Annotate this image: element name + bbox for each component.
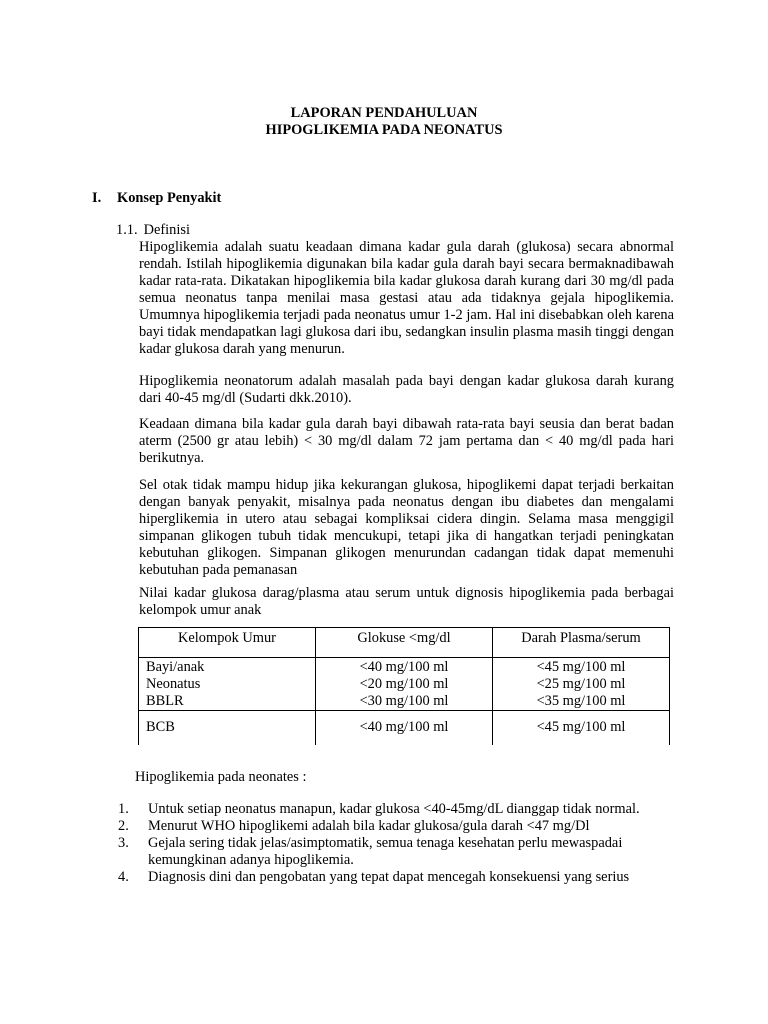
table-cell: BBLR [139,693,316,711]
table-cell: <25 mg/100 ml [493,676,670,693]
list-item [118,869,678,886]
paragraph-keadaan: Keadaan dimana bila kadar gula darah bayi dibawah rata-rata bayi seusia dan berat badan aterm (2500 gr atau lebih) < 30 mg/dl dalam 72 jam pertama dan < 40 mg/dl pada hari berikutnya. [139,416,674,466]
table-header-cell: Kelompok Umur [139,628,316,658]
table-cell: Bayi/anak [139,658,316,677]
paragraph-nilai-kadar: Nilai kadar glukosa darag/plasma atau serum untuk dignosis hipoglikemia pada berbagai kelompok umur anak [139,585,674,618]
table-header-cell: Glokuse <mg/dl [316,628,493,658]
paragraph-definition: Hipoglikemia adalah suatu keadaan dimana kadar gula darah (glukosa) secara abnormal rendah. Istilah hipoglikemia digunakan bila kadar gula darah bayi secara bermaknadibawah kadar rata-rata. Dikatakan hipoglikemia bila kadar glukosa darah kurang dari 30 mg/dl pada semua neonatus tanpa menilai masa gestasi atau ada tidaknya gejala hipoglikemia. Umumnya hipoglikemia terjadi pada neonatus umur 1-2 jam. Hal ini disebabkan oleh karena bayi tidak mendapatkan lagi glukosa dari ibu, sedangkan insulin plasma masih tinggi dengan kadar glukosa darah yang menurun. [139,239,674,357]
list-item-number: 2. [118,818,129,834]
list-item-text: Untuk setiap neonatus manapun, kadar glukosa <40-45mg/dL dianggap tidak normal. [148,801,640,817]
table-row [139,693,670,711]
list-item-number: 4. [118,869,129,885]
section-title: Konsep Penyakit [117,190,222,206]
list-item-text: Gejala sering tidak jelas/asimptomatik, semua tenaga kesehatan perlu mewaspadai kemungkinan adanya hipoglikemia. [148,835,623,868]
document-title-line2: HIPOGLIKEMIA PADA NEONATUS [265,122,503,138]
table-cell: Neonatus [139,676,316,693]
list-item [118,801,678,818]
table-cell: <45 mg/100 ml [493,658,670,677]
paragraph-sel-otak: Sel otak tidak mampu hidup jika kekurangan glukosa, hipoglikemi dapat terjadi berkaitan dengan banyak penyakit, misalnya pada neonatus dengan ibu diabetes dan mengalami hiperglikemia in utero atau sebagai kompliksai cidera dingin. Selama masa menggigil simpanan glikogen tubuh tidak mencukupi, tetapi jika di hangatkan terjadi peningkatan kebutuhan glikogen. Simpanan glikogen menurundan cadangan tidak dapat memenuhi kebutuhan pada pemanasan [139,477,674,578]
document-title-line1: LAPORAN PENDAHULUAN [290,105,478,121]
table-cell: BCB [139,711,316,746]
section-number: I. [92,190,102,206]
table-header-row [139,628,670,658]
list-item [118,818,678,835]
table-cell: <20 mg/100 ml [316,676,493,693]
section-heading [92,190,221,207]
table-cell: <30 mg/100 ml [316,693,493,711]
list-item-number: 3. [118,835,129,851]
subsection-heading [116,222,190,239]
table-cell: <35 mg/100 ml [493,693,670,711]
table-header-cell: Darah Plasma/serum [493,628,670,658]
table-cell: <45 mg/100 ml [493,711,670,746]
table-cell: <40 mg/100 ml [316,711,493,746]
table-cell: <40 mg/100 ml [316,658,493,677]
glucose-table [138,627,670,745]
neonates-heading: Hipoglikemia pada neonates : [135,769,307,785]
table-row [139,711,670,746]
list-item [118,835,678,869]
table-row [139,658,670,677]
list-item-text: Menurut WHO hipoglikemi adalah bila kadar glukosa/gula darah <47 mg/Dl [148,818,590,834]
paragraph-neonatorum: Hipoglikemia neonatorum adalah masalah pada bayi dengan kadar glukosa darah kurang dari 40-45 mg/dl (Sudarti dkk.2010). [139,373,674,406]
neonates-list [118,801,678,886]
table-row [139,676,670,693]
subsection-title: Definisi [143,222,190,238]
subsection-number: 1.1. [116,222,138,238]
list-item-number: 1. [118,801,129,817]
list-item-text: Diagnosis dini dan pengobatan yang tepat dapat mencegah konsekuensi yang serius [148,869,630,885]
